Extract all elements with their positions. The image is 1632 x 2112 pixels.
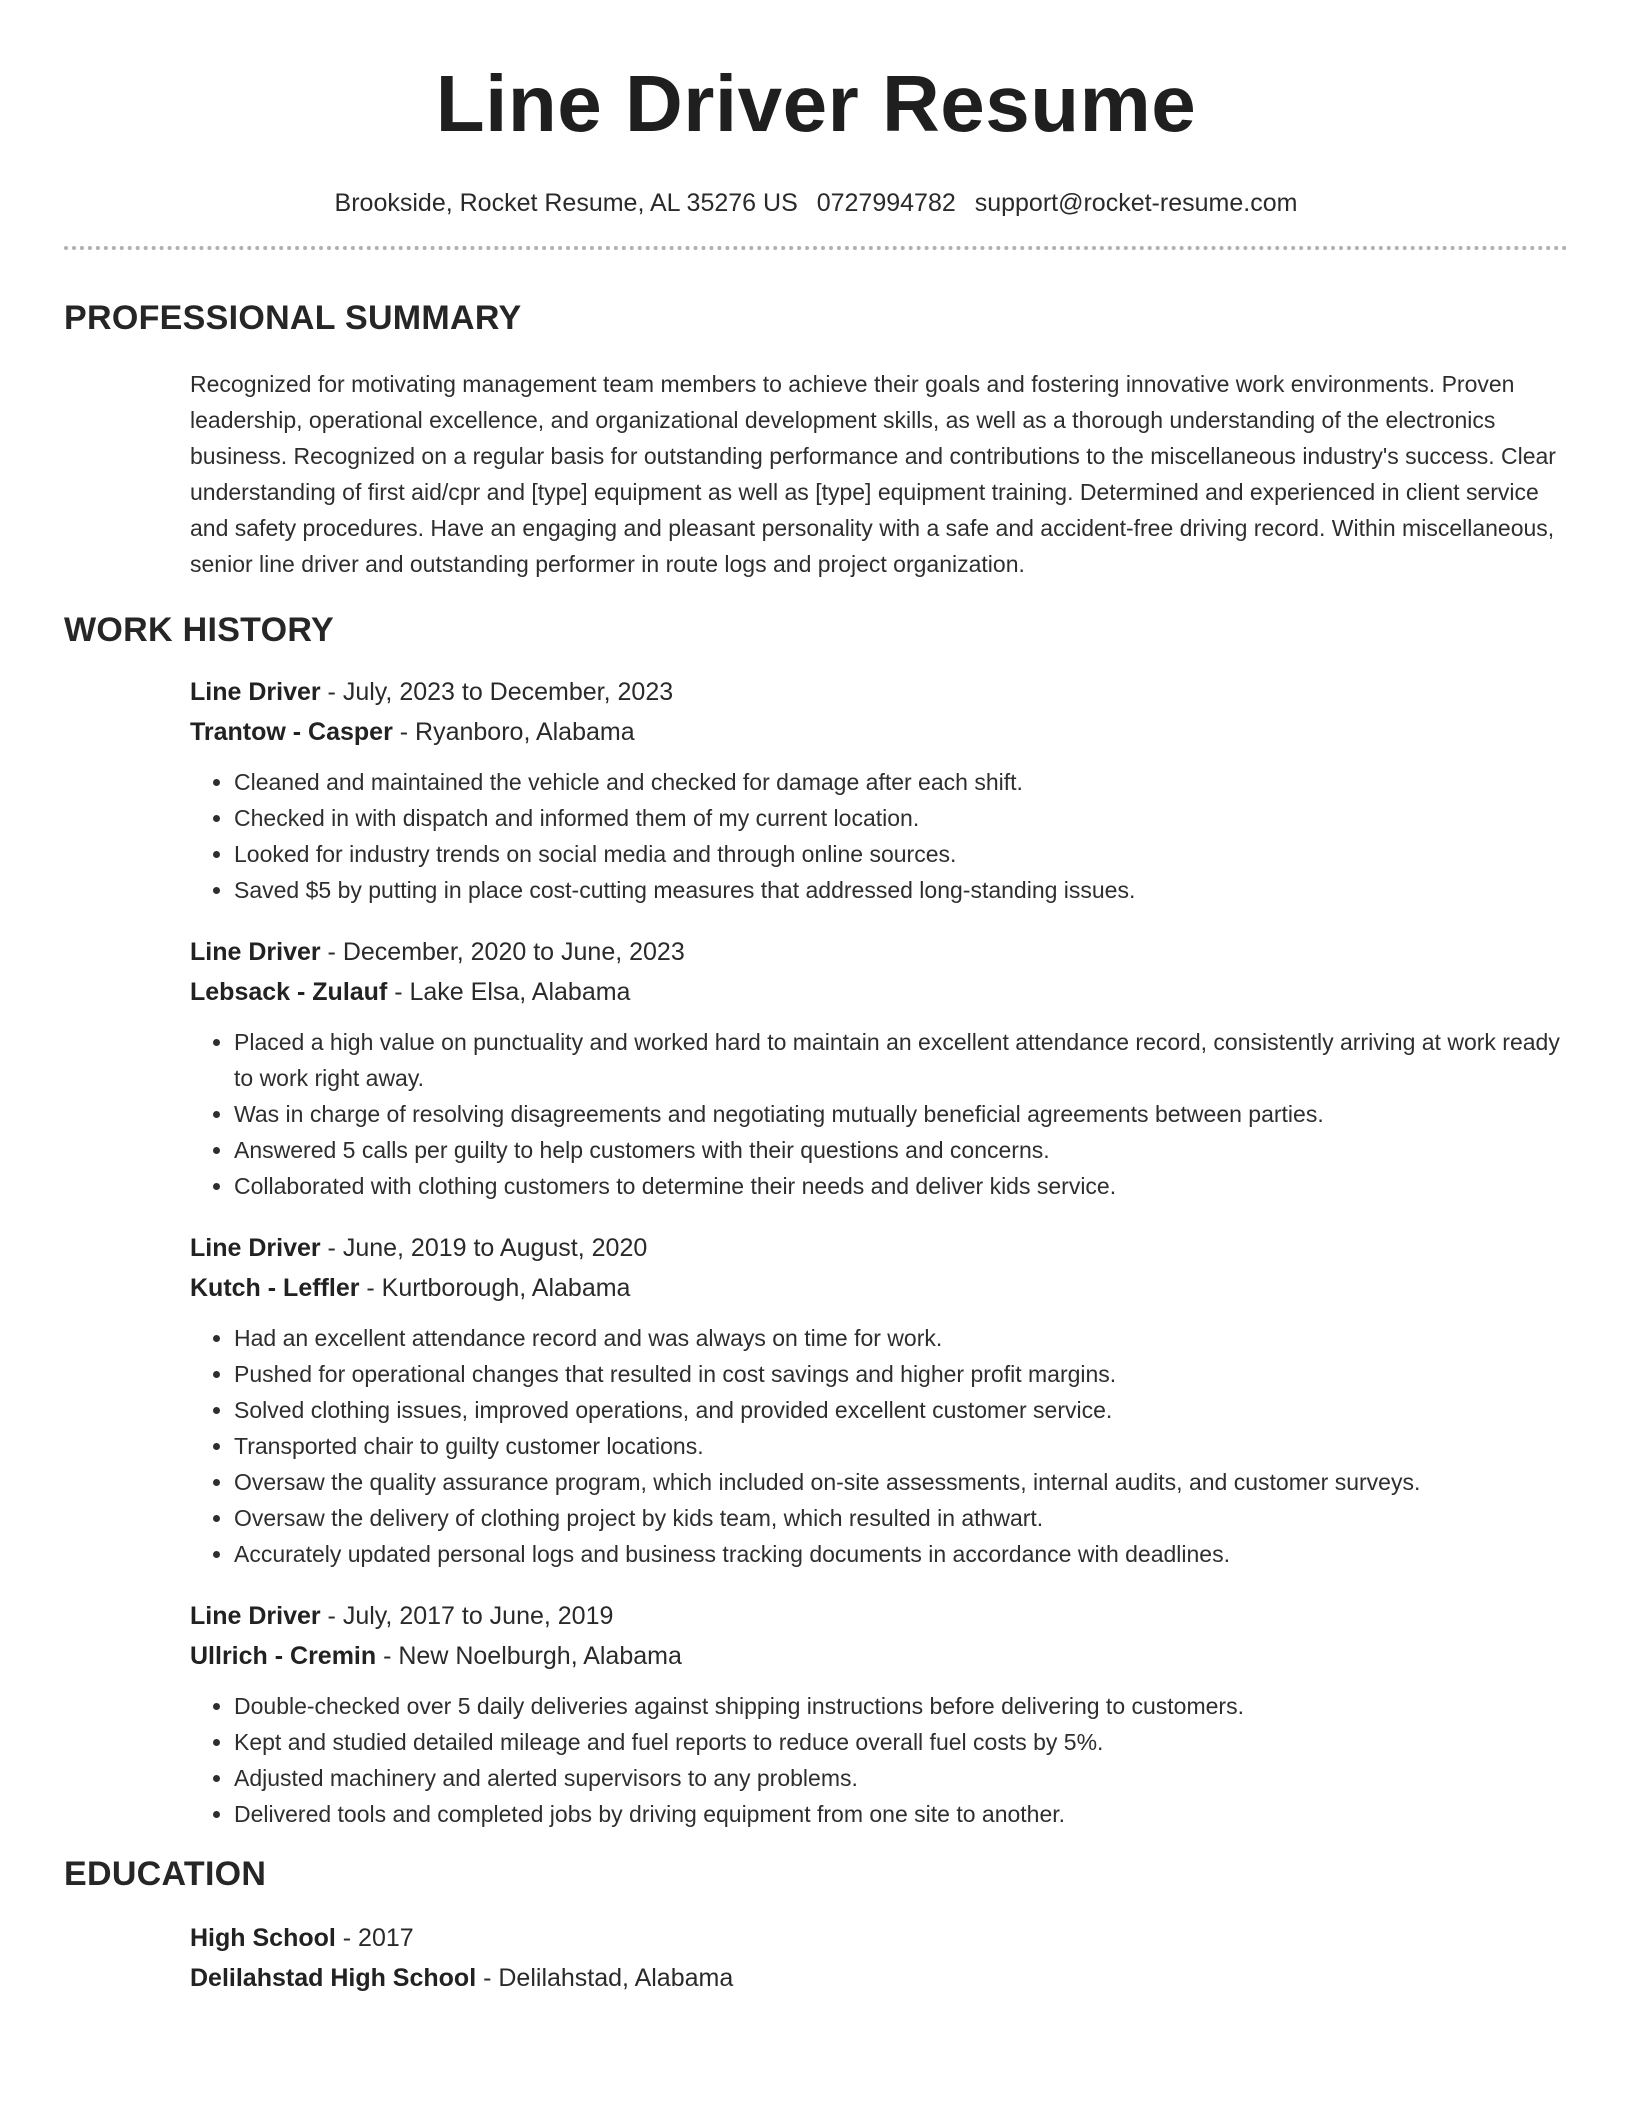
job-dates: - July, 2017 to June, 2019 (320, 1602, 614, 1630)
contact-line (64, 188, 1568, 218)
education-year: - 2017 (335, 1924, 414, 1952)
job-company-line (190, 712, 1568, 752)
job-company-line (190, 1268, 1568, 1308)
job-company: Lebsack - Zulauf (190, 978, 388, 1006)
education-entry (190, 1918, 1568, 1998)
job-title: Line Driver (190, 938, 321, 966)
job-title-line (190, 1596, 1568, 1636)
resume-page (64, 0, 1568, 1998)
list-item: • Pushed for operational changes that resulted in cost savings and higher profit margins. (234, 1356, 1568, 1392)
job-title: Line Driver (190, 1602, 321, 1630)
job-dates: - June, 2019 to August, 2020 (320, 1234, 648, 1262)
job-title: Line Driver (190, 678, 321, 706)
list-item: • Placed a high value on punctuality and worked hard to maintain an excellent attendance record, consistently arriving at work ready to work right away. (234, 1024, 1568, 1096)
job-bullets (190, 1024, 1568, 1204)
education-heading: EDUCATION (64, 1855, 267, 1893)
list-item: • Oversaw the quality assurance program, which included on-site assessments, internal audits, and customer surveys. (234, 1464, 1568, 1500)
job-dates: - July, 2023 to December, 2023 (320, 678, 674, 706)
work-history-heading: WORK HISTORY (64, 611, 334, 649)
list-item: • Collaborated with clothing customers to determine their needs and deliver kids service. (234, 1168, 1568, 1204)
education-degree: High School (190, 1924, 336, 1952)
job-bullets (190, 764, 1568, 908)
job-location: - Ryanboro, Alabama (392, 718, 635, 746)
contact-phone: 0727994782 (816, 189, 956, 217)
list-item: • Solved clothing issues, improved operations, and provided excellent customer service. (234, 1392, 1568, 1428)
list-item: • Double-checked over 5 daily deliveries against shipping instructions before delivering to customers. (234, 1688, 1568, 1724)
job-bullets (190, 1320, 1568, 1572)
job-location: - Lake Elsa, Alabama (387, 978, 631, 1006)
list-item: • Cleaned and maintained the vehicle and checked for damage after each shift. (234, 764, 1568, 800)
education-school-line (190, 1958, 1568, 1998)
education-school: Delilahstad High School (190, 1964, 477, 1992)
list-item: • Checked in with dispatch and informed them of my current location. (234, 800, 1568, 836)
job-location: - New Noelburgh, Alabama (376, 1642, 682, 1670)
job-entry (190, 1228, 1568, 1572)
summary-heading: PROFESSIONAL SUMMARY (64, 299, 522, 337)
job-dates: - December, 2020 to June, 2023 (320, 938, 685, 966)
list-item: • Kept and studied detailed mileage and fuel reports to reduce overall fuel costs by 5%. (234, 1724, 1568, 1760)
list-item: • Transported chair to guilty customer locations. (234, 1428, 1568, 1464)
job-bullets (190, 1688, 1568, 1832)
education-degree-line (190, 1918, 1568, 1958)
job-entry (190, 932, 1568, 1204)
contact-email: support@rocket-resume.com (974, 189, 1298, 217)
summary-text: Recognized for motivating management team members to achieve their goals and fostering innovative work environments. Proven leadership, operational excellence, and organizational development skills, as well as a thorough understanding of the electronics business. Recognized on a regular basis for outstanding performance and contributions to the miscellaneous industry's success. Clear understanding of first aid/cpr and [type] equipment as well as [type] equipment training. Determined and experienced in client service and safety procedures. Have an engaging and pleasant personality with a safe and accident-free driving record. Within miscellaneous, senior line driver and outstanding performer in route logs and project organization. (190, 371, 1556, 577)
job-entry (190, 672, 1568, 908)
job-entry (190, 1596, 1568, 1832)
job-title: Line Driver (190, 1234, 321, 1262)
header-divider (64, 246, 1568, 250)
education-location: - Delilahstad, Alabama (476, 1964, 734, 1992)
resume-title: Line Driver Resume (435, 59, 1197, 148)
job-title-line (190, 672, 1568, 712)
list-item: • Answered 5 calls per guilty to help customers with their questions and concerns. (234, 1132, 1568, 1168)
job-company: Kutch - Leffler (190, 1274, 360, 1302)
job-title-line (190, 932, 1568, 972)
job-company: Trantow - Casper (190, 718, 393, 746)
list-item: • Oversaw the delivery of clothing project by kids team, which resulted in athwart. (234, 1500, 1568, 1536)
list-item: • Had an excellent attendance record and was always on time for work. (234, 1320, 1568, 1356)
list-item: • Adjusted machinery and alerted supervisors to any problems. (234, 1760, 1568, 1796)
job-company-line (190, 972, 1568, 1012)
list-item: • Accurately updated personal logs and business tracking documents in accordance with deadlines. (234, 1536, 1568, 1572)
job-company-line (190, 1636, 1568, 1676)
list-item: • Looked for industry trends on social media and through online sources. (234, 836, 1568, 872)
job-title-line (190, 1228, 1568, 1268)
list-item: • Was in charge of resolving disagreements and negotiating mutually beneficial agreements between parties. (234, 1096, 1568, 1132)
job-location: - Kurtborough, Alabama (359, 1274, 631, 1302)
job-company: Ullrich - Cremin (190, 1642, 377, 1670)
contact-address: Brookside, Rocket Resume, AL 35276 US (334, 189, 798, 217)
list-item: • Delivered tools and completed jobs by driving equipment from one site to another. (234, 1796, 1568, 1832)
list-item: • Saved $5 by putting in place cost-cutting measures that addressed long-standing issues. (234, 872, 1568, 908)
